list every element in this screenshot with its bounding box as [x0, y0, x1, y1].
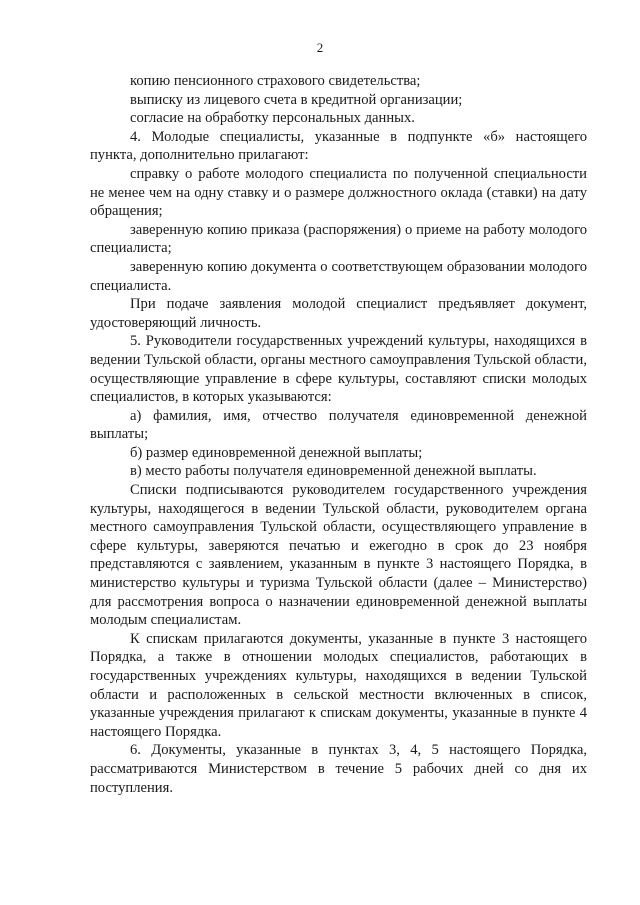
document-body: [90, 72, 587, 797]
paragraph-personal-data-consent: согласие на обработку персональных данных.: [130, 110, 415, 127]
paragraph-lists-attachments: К спискам прилагаются документы, указанные в пункте 3 настоящего Порядка, а также в отношении молодых специалистов, работающих в государственных учреждениях культуры, находящихся в ведении Тульской области и расположенных в сельской местности включенных в список, указанные учреждения прилагают к спискам документы, указанные в пункте 4 настоящего Порядка.: [90, 630, 587, 740]
paragraph-identity-document: При подаче заявления молодой специалист предъявляет документ, удостоверяющий личность.: [90, 296, 587, 331]
paragraph-subitem-v: в) место работы получателя единовременной денежной выплаты.: [130, 463, 537, 480]
paragraph-item-5: 5. Руководители государственных учреждений культуры, находящихся в ведении Тульской области, органы местного самоуправления Тульской области, осуществляющие управление в сфере культуры, составляют списки молодых специалистов, в которых указываются:: [90, 333, 587, 406]
paragraph-education-copy: заверенную копию документа о соответствующем образовании молодого специалиста.: [90, 258, 587, 294]
paragraph-item-4: 4. Молодые специалисты, указанные в подпункте «б» настоящего пункта, дополнительно прилагают:: [90, 128, 587, 164]
paragraph-pension-certificate: копию пенсионного страхового свидетельства;: [130, 73, 421, 89]
paragraph-lists-signing: Списки подписываются руководителем государственного учреждения культуры, находящегося в ведении Тульской области, руководителем органа местного самоуправления Тульской области, осуществляющего управление в сфере культуры, заверяются печатью и ежегодно в срок до 23 ноября представляются с заявлением, указанным в пункте 3 настоящего Порядка, в министерство культуры и туризма Тульской области (далее – Министерство) для рассмотрения вопроса о назначении единовременной денежной выплаты молодым специалистам.: [90, 482, 587, 629]
paragraph-item-6: 6. Документы, указанные в пунктах 3, 4, 5 настоящего Порядка, рассматриваются Министерством в течение 5 рабочих дней со дня их поступления.: [90, 742, 587, 796]
paragraph-subitem-a: а) фамилия, имя, отчество получателя единовременной денежной выплаты;: [90, 407, 587, 443]
paragraph-subitem-b: б) размер единовременной денежной выплаты;: [130, 444, 423, 461]
page-number: 2: [316, 40, 324, 55]
paragraph-order-copy: заверенную копию приказа (распоряжения) о приеме на работу молодого специалиста;: [90, 221, 587, 257]
paragraph-work-certificate: справку о работе молодого специалиста по полученной специальности не менее чем на одну ставку и о размере должностного оклада (ставки) на дату обращения;: [90, 165, 587, 220]
paragraph-bank-statement: выписку из лицевого счета в кредитной организации;: [130, 91, 463, 108]
